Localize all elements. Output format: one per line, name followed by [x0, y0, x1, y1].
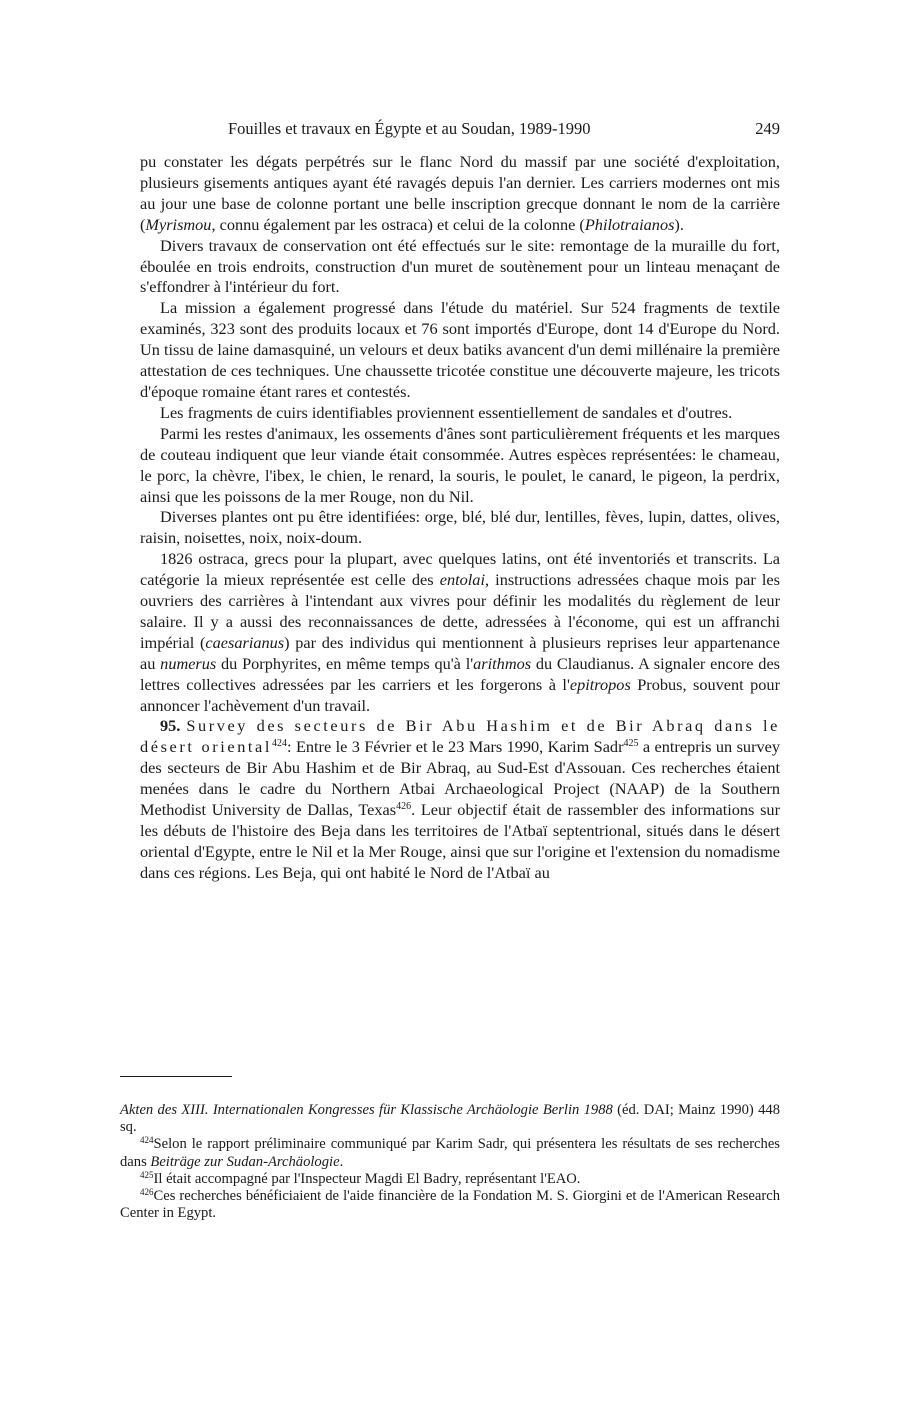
footnote-number: 425	[140, 1169, 154, 1180]
main-text	[140, 152, 780, 884]
footnote-425	[120, 1171, 780, 1188]
text-run: du Claudianus. A signaler encore des lettres collectives adressées par les carriers et les forgerons à l'	[140, 653, 781, 694]
paragraph-5: Parmi les restes d'animaux, les ossements d'ânes sont particulièrement fréquents et les marques de couteau indiquent que leur viande était consommée. Autres espèces représentées: le chameau, le porc, la chèvre, l'ibex, le chien, le renard, la souris, le poulet, le canard, le pigeon, la perdrix, ainsi que les poissons de la mer Rouge, non du Nil.	[140, 423, 780, 506]
text-run: Il était accompagné par l'Inspecteur Magdi El Badry, représentant l'EAO.	[153, 1170, 581, 1187]
text-run: ) par des individus qui mentionnent à plusieurs reprises leur appartenance au	[140, 632, 781, 673]
italic-term: numerus	[160, 653, 217, 673]
italic-term: entolai	[439, 570, 485, 590]
paragraph-8-section-95	[140, 716, 780, 883]
paragraph-1	[140, 152, 780, 236]
text-run: : Entre le 3 Février et le 23 Mars 1990, Karim Sadr	[287, 737, 624, 757]
footnote-number: 426	[140, 1187, 154, 1198]
text-run: Probus, souvent pour annoncer l'achèvement d'un travail.	[140, 674, 780, 715]
italic-term: Philotraianos	[584, 214, 675, 234]
text-run: .	[339, 1153, 344, 1170]
section-number: 95.	[160, 716, 181, 736]
italic-term: epitropos	[569, 674, 631, 694]
text-run: , connu également par les ostraca) et celui de la colonne (	[211, 214, 585, 234]
text-run: ).	[674, 214, 684, 234]
text-run: . Leur objectif était de rassembler des informations sur les débuts de l'histoire des Beja dans les territoires de l'Atbaï septentrional, situés dans le désert oriental d'Egypte, entre le Nil et la Mer Rouge, ainsi que sur l'origine et l'extension du nomadisme dans ces régions. Les Beja, qui ont habité le Nord de l'Atbaï au	[140, 800, 780, 882]
italic-term: Myrismou	[145, 214, 212, 234]
text-run: , instructions adressées chaque mois par les ouvriers des carrières à l'intendant aux vivres pour définir les modalités du règlement de leur salaire. Il y a aussi des reconnaissances de dette, adressées à l'économe, qui est un affranchi impérial (	[140, 570, 780, 652]
paragraph-3: La mission a également progressé dans l'étude du matériel. Sur 524 fragments de textile examinés, 323 sont des produits locaux et 76 sont importés d'Europe, dont 14 d'Europe du Nord. Un tissu de laine damasquiné, un velours et deux batiks avancent d'un demi millénaire la première attestation de ces techniques. Une chaussette tricotée constitue une découverte majeure, les tricots d'époque romaine étant rares et contestés.	[140, 298, 780, 401]
section-title: Survey des secteurs de Bir Abu Hashim et de Bir Abraq dans le désert oriental	[140, 716, 780, 757]
footnote-426	[120, 1188, 780, 1222]
italic-term: caesarianus	[205, 632, 285, 652]
footnote-ref-424[interactable]: 424	[272, 738, 288, 750]
italic-title: Akten des XIII. Internationalen Kongresses für Klassische Archäologie Berlin 1988	[120, 1102, 613, 1118]
text-run: (éd. DAI; Mainz 1990) 448 sq.	[120, 1102, 780, 1136]
footnote-424	[120, 1136, 780, 1170]
text-run: pu constater les dégats perpétrés sur le flanc Nord du massif par une société d'exploitation, plusieurs gisements antiques ayant été ravagés depuis l'an dernier. Les carriers modernes ont mis au jour une base de colonne portant une belle inscription grecque donnant le nom de la carrière (	[140, 152, 780, 234]
italic-term: arithmos	[473, 653, 532, 673]
text-run: a entrepris un survey des secteurs de Bir Abu Hashim et de Bir Abraq, au Sud-Est d'Assouan. Ces recherches étaient menées dans le cadre du Northern Atbai Archaeological Project (NAAP) de la Southern Methodist University de Dallas, Texas	[140, 737, 781, 820]
text-run: du Porphyrites, en même temps qu'à l'	[216, 653, 474, 673]
footnote-continuation	[120, 1102, 780, 1136]
text-run: 1826 ostraca, grecs pour la plupart, avec quelques latins, ont été inventoriés et transcrits. La catégorie la mieux représentée est celle des	[140, 549, 780, 590]
footnote-ref-426[interactable]: 426	[396, 801, 412, 813]
paragraph-7	[140, 549, 780, 716]
italic-title: Beiträge zur Sudan-Archäologie	[150, 1153, 340, 1170]
footnote-number: 424	[140, 1135, 154, 1146]
paragraph-2: Divers travaux de conservation ont été effectués sur le site: remontage de la muraille du fort, éboulée en trois endroits, construction d'un muret de soutènement pour un linteau menaçant de s'effondrer à l'intérieur du fort.	[140, 235, 780, 297]
running-title: Fouilles et travaux en Égypte et au Soudan, 1989-1990	[228, 119, 591, 138]
text-run: Ces recherches bénéficiaient de l'aide financière de la Fondation M. S. Giorgini et de l'American Research Center in Egypt.	[120, 1188, 780, 1222]
footnote-divider	[120, 1076, 232, 1077]
footnote-ref-425[interactable]: 425	[623, 738, 639, 750]
text-run: Selon le rapport préliminaire communiqué par Karim Sadr, qui présentera les résultats de ses recherches dans	[120, 1136, 780, 1170]
footnotes	[120, 1102, 780, 1222]
paragraph-6: Diverses plantes ont pu être identifiées: orge, blé, blé dur, lentilles, fèves, lupin, dattes, olives, raisin, noisettes, noix, noix-doum.	[140, 507, 780, 548]
paragraph-4: Les fragments de cuirs identifiables proviennent essentiellement de sandales et d'outres.	[160, 402, 733, 422]
page-header	[140, 119, 780, 141]
page-number: 249	[755, 119, 780, 138]
